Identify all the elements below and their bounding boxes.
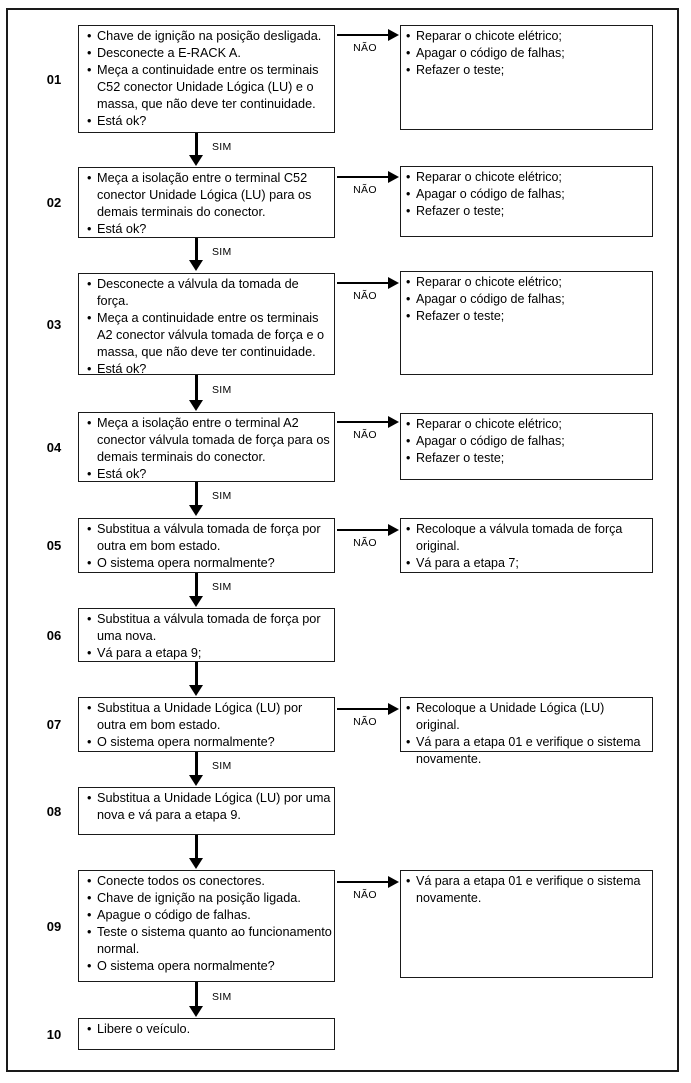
down-arrow-head-01 <box>189 155 203 166</box>
bullet-item: • Meça a isolação entre o terminal C52 conector Unidade Lógica (LU) para os demais terminais do conector. <box>85 170 332 221</box>
bullet-list <box>79 519 334 574</box>
no-arrow-head-01 <box>388 29 399 41</box>
main-box-05 <box>78 518 335 573</box>
main-box-10 <box>78 1018 335 1050</box>
down-arrow-head-02 <box>189 260 203 271</box>
bullet-list <box>79 413 334 485</box>
down-arrow-line-06 <box>195 662 198 686</box>
bullet-item: • Conecte todos os conectores. <box>85 873 332 890</box>
bullet-item: • Está ok? <box>85 361 332 378</box>
step-number-06: 06 <box>46 627 62 643</box>
main-box-01 <box>78 25 335 133</box>
bullet-item: • Chave de ignição na posição desligada. <box>85 28 332 45</box>
down-arrow-head-09 <box>189 1006 203 1017</box>
bullet-item: • Apagar o código de falhas; <box>405 433 651 450</box>
main-box-09 <box>78 870 335 982</box>
no-label-01: NÃO <box>353 42 377 54</box>
bullet-list <box>401 871 652 909</box>
bullet-item: • Meça a continuidade entre os terminais A2 conector válvula tomada de força e o massa, que não deve ter continuidade. <box>85 310 332 361</box>
main-box-08 <box>78 787 335 835</box>
bullet-item: • O sistema opera normalmente? <box>85 734 332 751</box>
down-arrow-line-07 <box>195 752 198 776</box>
bullet-item: • Desconecte a E-RACK A. <box>85 45 332 62</box>
no-label-05: NÃO <box>353 537 377 549</box>
bullet-list <box>79 871 334 977</box>
bullet-item: • Recoloque a Unidade Lógica (LU) original. <box>405 700 651 734</box>
bullet-item: • Refazer o teste; <box>405 308 651 325</box>
bullet-list <box>79 698 334 753</box>
no-arrow-head-04 <box>388 416 399 428</box>
step-number-05: 05 <box>46 538 62 553</box>
bullet-item: • Vá para a etapa 01 e verifique o sistema novamente. <box>405 873 651 907</box>
no-arrow-head-03 <box>388 277 399 289</box>
no-box-09 <box>400 870 653 978</box>
bullet-list <box>401 519 652 574</box>
bullet-item: • Chave de ignição na posição ligada. <box>85 890 332 907</box>
bullet-item: • O sistema opera normalmente? <box>85 958 332 975</box>
step-number-07: 07 <box>46 717 62 732</box>
step-number-08: 08 <box>46 803 62 819</box>
yes-label-02: SIM <box>212 246 232 258</box>
no-label-07: NÃO <box>353 716 377 728</box>
no-label-09: NÃO <box>353 889 377 901</box>
bullet-item: • Meça a isolação entre o terminal A2 conector válvula tomada de força para os demais terminais do conector. <box>85 415 332 466</box>
no-box-04 <box>400 413 653 480</box>
bullet-item: • Substitua a válvula tomada de força por uma nova. <box>85 611 332 645</box>
bullet-list <box>401 698 652 770</box>
bullet-list <box>79 26 334 132</box>
bullet-item: • Está ok? <box>85 466 332 483</box>
bullet-list <box>401 26 652 81</box>
bullet-item: • Recoloque a válvula tomada de força original. <box>405 521 651 555</box>
bullet-list <box>79 168 334 240</box>
no-label-04: NÃO <box>353 429 377 441</box>
yes-label-09: SIM <box>212 991 232 1003</box>
bullet-item: • Teste o sistema quanto ao funcionamento normal. <box>85 924 332 958</box>
down-arrow-head-06 <box>189 685 203 696</box>
yes-label-07: SIM <box>212 760 232 772</box>
bullet-item: • Apagar o código de falhas; <box>405 186 651 203</box>
bullet-list <box>79 1019 334 1040</box>
down-arrow-head-08 <box>189 858 203 869</box>
no-box-07 <box>400 697 653 766</box>
bullet-item: • Desconecte a válvula da tomada de força. <box>85 276 332 310</box>
bullet-item: • Apague o código de falhas. <box>85 907 332 924</box>
bullet-item: • Refazer o teste; <box>405 203 651 220</box>
bullet-item: • Está ok? <box>85 113 332 130</box>
no-arrow-line-07 <box>337 708 388 710</box>
bullet-item: • Substitua a válvula tomada de força por outra em bom estado. <box>85 521 332 555</box>
main-box-02 <box>78 167 335 238</box>
bullet-item: • Reparar o chicote elétrico; <box>405 169 651 186</box>
no-arrow-line-04 <box>337 421 388 423</box>
bullet-item: • Reparar o chicote elétrico; <box>405 416 651 433</box>
bullet-list <box>79 274 334 380</box>
down-arrow-line-02 <box>195 238 198 261</box>
yes-label-04: SIM <box>212 490 232 502</box>
step-number-04: 04 <box>46 439 62 455</box>
no-box-02 <box>400 166 653 237</box>
no-box-03 <box>400 271 653 375</box>
bullet-item: • Refazer o teste; <box>405 450 651 467</box>
bullet-item: • Apagar o código de falhas; <box>405 291 651 308</box>
bullet-item: • Substitua a Unidade Lógica (LU) por uma nova e vá para a etapa 9. <box>85 790 332 824</box>
bullet-list <box>79 609 334 664</box>
bullet-item: • Vá para a etapa 9; <box>85 645 332 662</box>
no-arrow-head-02 <box>388 171 399 183</box>
no-arrow-head-09 <box>388 876 399 888</box>
no-label-02: NÃO <box>353 184 377 196</box>
down-arrow-head-07 <box>189 775 203 786</box>
bullet-item: • Refazer o teste; <box>405 62 651 79</box>
yes-label-01: SIM <box>212 141 232 153</box>
bullet-item: • Libere o veículo. <box>85 1021 332 1038</box>
bullet-item: • Reparar o chicote elétrico; <box>405 28 651 45</box>
down-arrow-line-09 <box>195 982 198 1007</box>
down-arrow-line-01 <box>195 133 198 156</box>
down-arrow-line-03 <box>195 375 198 401</box>
main-box-06 <box>78 608 335 662</box>
bullet-item: • O sistema opera normalmente? <box>85 555 332 572</box>
bullet-list <box>401 167 652 222</box>
down-arrow-head-03 <box>189 400 203 411</box>
bullet-item: • Vá para a etapa 01 e verifique o sistema novamente. <box>405 734 651 768</box>
no-arrow-head-05 <box>388 524 399 536</box>
no-arrow-line-02 <box>337 176 388 178</box>
bullet-item: • Reparar o chicote elétrico; <box>405 274 651 291</box>
yes-label-05: SIM <box>212 581 232 593</box>
yes-label-03: SIM <box>212 384 232 396</box>
down-arrow-line-04 <box>195 482 198 506</box>
no-box-05 <box>400 518 653 573</box>
no-label-03: NÃO <box>353 290 377 302</box>
down-arrow-line-05 <box>195 573 198 597</box>
bullet-item: • Substitua a Unidade Lógica (LU) por outra em bom estado. <box>85 700 332 734</box>
bullet-list <box>79 788 334 826</box>
main-box-03 <box>78 273 335 375</box>
bullet-list <box>401 272 652 327</box>
down-arrow-line-08 <box>195 835 198 859</box>
no-arrow-line-03 <box>337 282 388 284</box>
main-box-07 <box>78 697 335 752</box>
bullet-item: • Meça a continuidade entre os terminais C52 conector Unidade Lógica (LU) e o massa, que não deve ter continuidade. <box>85 62 332 113</box>
step-number-09: 09 <box>46 918 62 934</box>
step-number-10: 10 <box>46 1026 62 1042</box>
step-number-03: 03 <box>46 316 62 332</box>
bullet-item: • Está ok? <box>85 221 332 238</box>
step-number-01: 01 <box>46 71 62 87</box>
no-arrow-line-01 <box>337 34 388 36</box>
bullet-item: • Vá para a etapa 7; <box>405 555 651 572</box>
step-number-02: 02 <box>46 195 62 210</box>
main-box-04 <box>78 412 335 482</box>
bullet-item: • Apagar o código de falhas; <box>405 45 651 62</box>
no-arrow-line-05 <box>337 529 388 531</box>
no-arrow-line-09 <box>337 881 388 883</box>
no-box-01 <box>400 25 653 130</box>
no-arrow-head-07 <box>388 703 399 715</box>
down-arrow-head-04 <box>189 505 203 516</box>
bullet-list <box>401 414 652 469</box>
down-arrow-head-05 <box>189 596 203 607</box>
